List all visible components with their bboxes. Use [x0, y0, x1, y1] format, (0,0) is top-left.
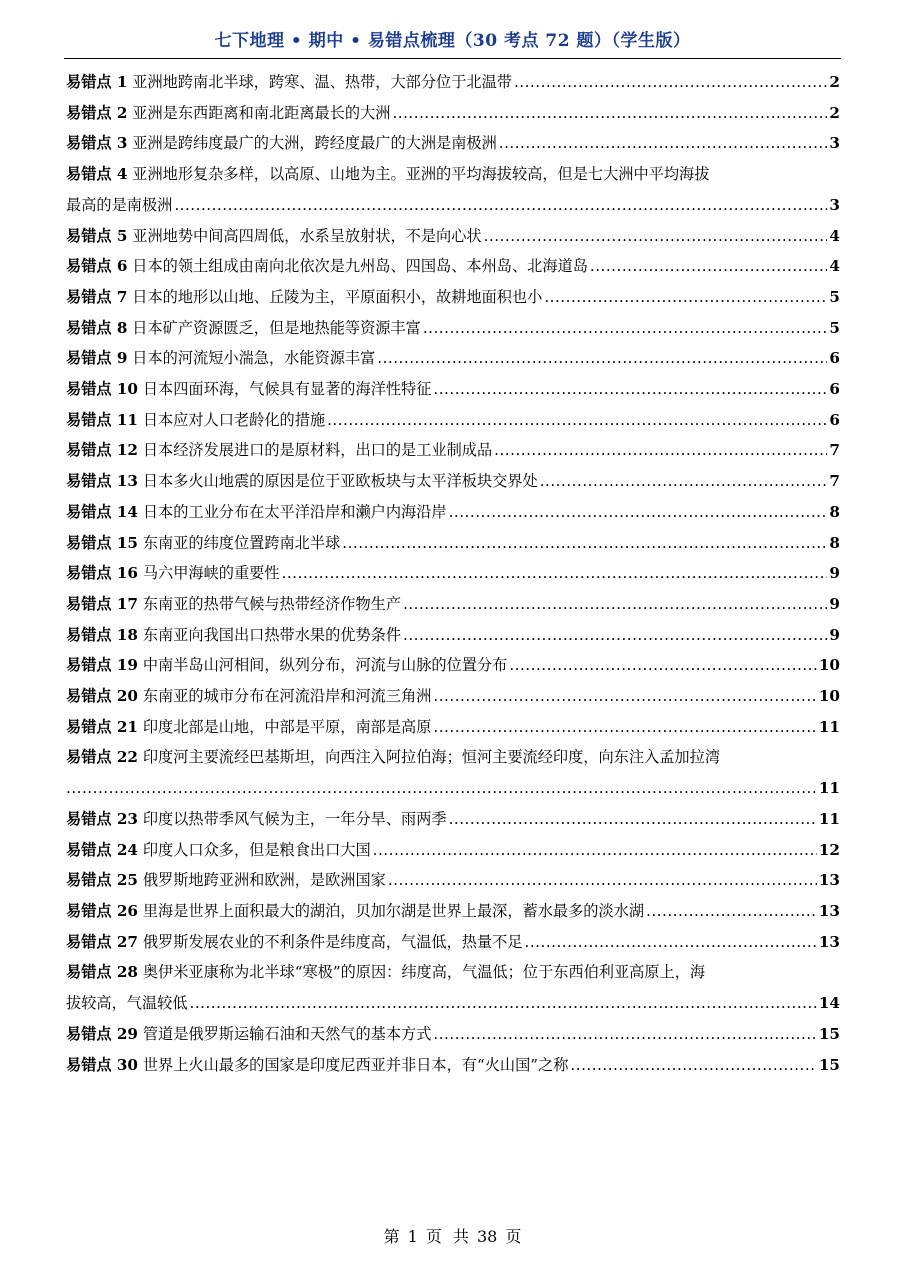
toc-entry[interactable] [66, 313, 840, 344]
toc-entry-page: 13 [818, 871, 840, 890]
toc-entry-page: 15 [818, 1055, 840, 1074]
toc-entry-page: 9 [829, 625, 840, 644]
toc-entry[interactable] [66, 374, 840, 405]
toc-entry[interactable] [66, 835, 840, 866]
dot-leader [484, 221, 828, 252]
toc-entry-page: 13 [818, 901, 840, 920]
toc-entry-label: 易错点 23 [66, 809, 138, 828]
toc-entry-title: 印度北部是山地，中部是平原，南部是高原 [142, 717, 432, 736]
current-page-number: 1 [407, 1227, 418, 1246]
toc-entry[interactable] [66, 742, 840, 803]
toc-entry[interactable] [66, 896, 840, 927]
toc-entry-label: 易错点 6 [66, 257, 128, 276]
toc-entry-label: 易错点 4 [66, 165, 128, 184]
toc-entry[interactable] [66, 128, 840, 159]
toc-entry[interactable] [66, 221, 840, 252]
toc-entry-page: 2 [829, 103, 840, 122]
dot-leader [392, 98, 827, 129]
toc-entry-label: 易错点 17 [66, 594, 138, 613]
document-title: 七下地理 • 期中 • 易错点梳理（30 考点 72 题）（学生版） [214, 31, 691, 51]
toc-entry-title-line2: 拔较高，气温较低 [66, 994, 188, 1013]
toc-entry-page: 3 [829, 134, 840, 153]
toc-entry-label: 易错点 15 [66, 533, 138, 552]
toc-entry-label: 易错点 9 [66, 349, 128, 368]
toc-entry-title: 亚洲地势中间高四周低，水系呈放射状，不是向心状 [132, 226, 482, 245]
toc-entry[interactable] [66, 251, 840, 282]
dot-leader [646, 896, 817, 927]
toc-entry-label: 易错点 22 [66, 748, 138, 767]
dot-leader [190, 988, 817, 1019]
toc-entry-page: 4 [829, 257, 840, 276]
toc-entry[interactable] [66, 558, 840, 589]
toc-entry[interactable] [66, 528, 840, 559]
page-footer [0, 1224, 905, 1247]
toc-entry-label: 易错点 20 [66, 687, 138, 706]
header-divider [64, 58, 841, 59]
toc-entry-title: 日本的地形以山地、丘陵为主，平原面积小，故耕地面积也小 [132, 287, 543, 306]
toc-entry-title: 里海是世界上面积最大的湖泊，贝加尔湖是世界上最深，蓄水最多的淡水湖 [142, 901, 645, 920]
toc-entry[interactable] [66, 589, 840, 620]
toc-entry-label: 易错点 18 [66, 625, 138, 644]
toc-entry-page: 7 [829, 441, 840, 460]
toc-entry-page: 11 [818, 779, 840, 798]
toc-entry[interactable] [66, 497, 840, 528]
toc-entry[interactable] [66, 282, 840, 313]
toc-entry[interactable] [66, 1050, 840, 1081]
dot-leader [423, 313, 828, 344]
toc-entry-label: 易错点 12 [66, 441, 138, 460]
toc-entry-title: 亚洲地跨南北半球，跨寒、温、热带，大部分位于北温带 [132, 73, 512, 91]
toc-entry[interactable] [66, 466, 840, 497]
footer-suffix: 页 [505, 1227, 522, 1246]
toc-entry-page: 5 [829, 287, 840, 306]
toc-entry-page: 8 [829, 502, 840, 521]
toc-entry[interactable] [66, 650, 840, 681]
toc-entry-title: 日本多火山地震的原因是位于亚欧板块与太平洋板块交界处 [142, 472, 538, 491]
toc-entry-title: 亚洲是跨纬度最广的大洲，跨经度最广的大洲是南极洲 [132, 134, 497, 153]
toc-entry-label: 易错点 3 [66, 134, 128, 153]
toc-entry-title: 世界上火山最多的国家是印度尼西亚并非日本，有“火山国”之称 [142, 1055, 569, 1074]
toc-entry-label: 易错点 11 [66, 410, 138, 429]
toc-entry-label: 易错点 21 [66, 717, 138, 736]
dot-leader [514, 67, 827, 98]
toc-entry-page: 9 [829, 564, 840, 583]
toc-entry-title: 日本应对人口老龄化的措施 [142, 410, 326, 429]
dot-leader [403, 589, 827, 620]
toc-entry-label: 易错点 30 [66, 1055, 138, 1074]
dot-leader [509, 650, 817, 681]
dot-leader [433, 374, 827, 405]
dot-leader [342, 528, 827, 559]
toc-entry-title: 东南亚的城市分布在河流沿岸和河流三角洲 [142, 687, 432, 706]
toc-entry-label: 易错点 7 [66, 287, 128, 306]
toc-entry-title-line1: 亚洲地形复杂多样，以高原、山地为主。亚洲的平均海拔较高，但是七大洲中平均海拔 [132, 165, 710, 184]
toc-entry-label: 易错点 14 [66, 502, 138, 521]
toc-entry-label: 易错点 10 [66, 380, 138, 399]
toc-entry[interactable] [66, 405, 840, 436]
toc-entry-title: 俄罗斯地跨亚洲和欧洲，是欧洲国家 [142, 871, 386, 890]
toc-entry[interactable] [66, 865, 840, 896]
toc-entry-title-line1: 印度河主要流经巴基斯坦，向西注入阿拉伯海；恒河主要流经印度，向东注入孟加拉湾 [142, 748, 720, 767]
table-of-contents [66, 67, 840, 1080]
toc-entry-page: 6 [829, 380, 840, 399]
toc-entry-title-line1: 奥伊米亚康称为北半球“寒极”的原因：纬度高，气温低；位于东西伯利亚高原上，海 [142, 963, 706, 982]
toc-entry-page: 8 [829, 533, 840, 552]
toc-entry-title: 亚洲是东西距离和南北距离最长的大洲 [132, 103, 391, 122]
toc-entry-page: 14 [818, 994, 840, 1013]
dot-leader [282, 558, 828, 589]
toc-entry-label: 易错点 5 [66, 226, 128, 245]
toc-entry-label: 易错点 16 [66, 564, 138, 583]
dot-leader [525, 927, 817, 958]
dot-leader [449, 804, 817, 835]
toc-entry-page: 10 [818, 687, 840, 706]
toc-entry-title: 印度以热带季风气候为主，一年分旱、雨两季 [142, 809, 447, 828]
dot-leader [449, 497, 828, 528]
dot-leader [590, 251, 828, 282]
toc-entry[interactable] [66, 681, 840, 712]
toc-entry-title: 中南半岛山河相间，纵列分布，河流与山脉的位置分布 [142, 656, 508, 675]
toc-entry-label: 易错点 24 [66, 840, 138, 859]
toc-entry-title: 日本的领土组成由南向北依次是九州岛、四国岛、本州岛、北海道岛 [132, 257, 588, 276]
toc-entry-page: 6 [829, 349, 840, 368]
toc-entry[interactable] [66, 343, 840, 374]
dot-leader [174, 190, 827, 221]
toc-entry-page: 13 [818, 932, 840, 951]
toc-entry[interactable] [66, 620, 840, 651]
toc-entry[interactable] [66, 957, 840, 1018]
toc-entry-label: 易错点 19 [66, 656, 138, 675]
toc-entry-title: 日本经济发展进口的是原材料，出口的是工业制成品 [142, 441, 493, 460]
toc-entry-title: 东南亚的热带气候与热带经济作物生产 [142, 594, 402, 613]
dot-leader [403, 620, 827, 651]
toc-entry[interactable] [66, 927, 840, 958]
dot-leader [433, 712, 816, 743]
dot-leader [570, 1050, 816, 1081]
toc-entry-page: 10 [818, 656, 840, 675]
toc-entry-label: 易错点 13 [66, 472, 138, 491]
dot-leader [499, 128, 828, 159]
dot-leader [388, 865, 817, 896]
toc-entry[interactable] [66, 712, 840, 743]
toc-entry-label: 易错点 8 [66, 318, 128, 337]
toc-entry-label: 易错点 2 [66, 103, 128, 122]
toc-entry-label: 易错点 28 [66, 963, 138, 982]
toc-entry-page: 2 [829, 73, 840, 91]
toc-entry-page: 3 [829, 195, 840, 214]
dot-leader [327, 405, 827, 436]
toc-entry-page: 11 [818, 717, 840, 736]
toc-entry-label: 易错点 26 [66, 901, 138, 920]
dot-leader [66, 773, 817, 804]
total-pages-number: 38 [476, 1227, 498, 1246]
toc-entry-page: 4 [829, 226, 840, 245]
footer-prefix: 第 [383, 1227, 400, 1246]
toc-entry-page: 15 [818, 1024, 840, 1043]
toc-entry-page: 7 [829, 472, 840, 491]
toc-entry-title: 印度人口众多，但是粮食出口大国 [142, 840, 371, 859]
toc-entry-label: 易错点 1 [66, 73, 128, 91]
toc-entry-page: 9 [829, 594, 840, 613]
toc-entry-title: 马六甲海峡的重要性 [142, 564, 280, 583]
toc-entry-title: 日本的河流短小湍急，水能资源丰富 [132, 349, 376, 368]
dot-leader [544, 282, 827, 313]
dot-leader [433, 1019, 816, 1050]
toc-entry[interactable] [66, 98, 840, 129]
toc-entry-label: 易错点 25 [66, 871, 138, 890]
dot-leader [373, 835, 817, 866]
toc-entry[interactable] [66, 435, 840, 466]
toc-entry-title: 管道是俄罗斯运输石油和天然气的基本方式 [142, 1024, 432, 1043]
toc-entry-title: 东南亚的纬度位置跨南北半球 [142, 533, 341, 552]
toc-entry-title: 日本的工业分布在太平洋沿岸和濑户内海沿岸 [142, 502, 447, 521]
toc-entry-page: 5 [829, 318, 840, 337]
toc-entry-title-line2: 最高的是南极洲 [66, 195, 173, 214]
dot-leader [540, 466, 828, 497]
footer-mid: 页 共 [425, 1227, 469, 1246]
toc-entry-label: 易错点 27 [66, 932, 138, 951]
toc-entry-page: 11 [818, 809, 840, 828]
toc-entry-label: 易错点 29 [66, 1024, 138, 1043]
toc-entry-title: 日本四面环海，气候具有显著的海洋性特征 [142, 380, 432, 399]
toc-entry[interactable] [66, 804, 840, 835]
toc-entry-title: 日本矿产资源匮乏，但是地热能等资源丰富 [132, 318, 421, 337]
toc-entry-title: 东南亚向我国出口热带水果的优势条件 [142, 625, 402, 644]
toc-entry[interactable] [66, 1019, 840, 1050]
toc-entry[interactable] [66, 67, 840, 98]
toc-entry-page: 6 [829, 410, 840, 429]
dot-leader [433, 681, 816, 712]
dot-leader [377, 343, 827, 374]
toc-entry-page: 12 [818, 840, 840, 859]
toc-entry[interactable] [66, 159, 840, 220]
dot-leader [494, 435, 827, 466]
toc-entry-title: 俄罗斯发展农业的不利条件是纬度高，气温低，热量不足 [142, 932, 523, 951]
